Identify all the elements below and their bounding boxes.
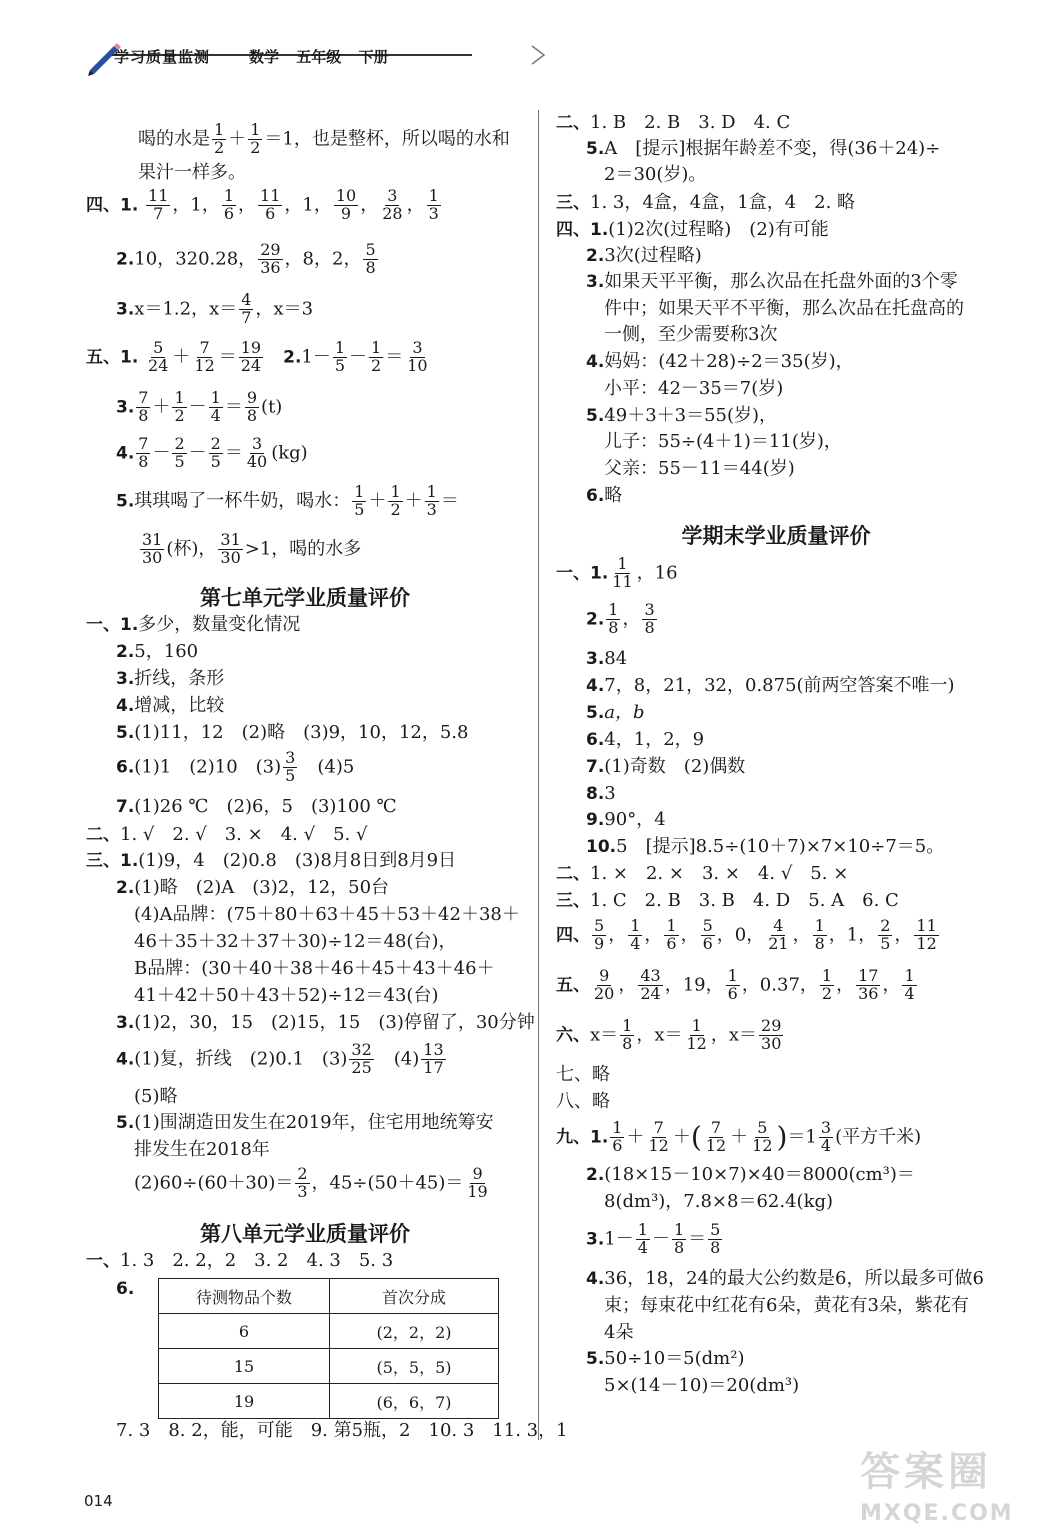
u8-q6-label: 6. [116,1279,135,1299]
r-s4-q5-line3: 父亲：55－11＝44(岁) [604,458,795,479]
unit7-title: 第七单元学业质量评价 [200,586,410,610]
u7-s1-q6: 6.(1)1 (2)10 (3) $\frac{3}{5}$ (4)5 [116,748,355,785]
f-s1-q5: 5.a，b [586,702,645,723]
f-s9-q5: 5.50÷10＝5(dm²) [586,1348,745,1369]
column-divider [538,110,539,1440]
u7-s1-q1: 一、1.多少，数量变化情况 [86,614,301,635]
u7-s3-q2-line4: B品牌：(30＋40＋38＋46＋45＋43＋46＋ [134,958,495,979]
table-cell: 6 [159,1314,330,1349]
table-row [159,1349,499,1384]
r-s4-q3-line2: 件中；如果天平不平衡，那么次品在托盘高的 [604,298,964,319]
r-s4-q1: 四、1.(1)2次(过程略) (2)有可能 [556,219,829,240]
r-s4-q6: 6.略 [586,485,623,506]
u7-s3-q2-line2: (4)A品牌：(75＋80＋63＋45＋53＋42＋38＋ [134,904,520,925]
r-s4-q4: 4.妈妈：(42＋28)÷2＝35(岁)， [586,351,854,372]
r-s2: 二、1. B 2. B 3. D 4. C [556,112,791,133]
table-cell: (6，6，7) [330,1384,499,1419]
f-s7: 七、略 [556,1064,610,1085]
f-s4: 四、 $\frac{5}{9}$ ， $\frac{1}{4}$ ， $\frac{1}{6}$ ， $\frac{5}{6}$ ，0， $\frac{4}{21}$ ， $\frac{1}{8}$ ，1， $\frac{2}{5}$ ， $\frac{11}{12}$ [556,916,937,953]
final-exam-title: 学期末学业质量评价 [681,524,871,548]
u7-s1-q3: 3.折线，条形 [116,668,225,689]
u7-s3-q2-line5: 41＋42＋50＋43＋52)÷12＝43(台) [134,985,439,1006]
u7-s2: 二、1. √ 2. √ 3. × 4. √ 5. √ [86,824,368,845]
table-header-cell: 待测物品个数 [159,1279,330,1314]
page-header [84,40,484,76]
u7-s3-q2: 2.(1)略 (2)A (3)2，12，50台 [116,877,390,898]
s5-q5: 5.琪琪喝了一杯牛奶，喝水： $\frac{1}{5}$ ＋ $\frac{1}{2}$ ＋ $\frac{1}{3}$ ＝ [116,482,459,519]
intro-line-2: 果汁一样多。 [138,162,246,183]
u7-s3-q5-line2: 排发生在2018年 [134,1139,270,1160]
table-cell: (2，2，2) [330,1314,499,1349]
u7-s3-q4-line2: (5)略 [134,1086,178,1107]
f-s1-q2: 2. $\frac{1}{8}$ ， $\frac{3}{8}$ [586,600,655,637]
u8-last-line: 7. 3 8. 2，能，可能 9. 第5瓶，2 10. 3 11. 3，1 [116,1420,568,1441]
f-s8: 八、略 [556,1091,610,1112]
table-row [159,1384,499,1419]
watermark-logo: 答案圈 MXQE.COM [860,1449,1014,1526]
u7-s1-q2: 2.5，160 [116,641,199,662]
u7-s3-q1: 三、1.(1)9，4 (2)0.8 (3)8月8日到8月9日 [86,850,457,871]
table-cell: 15 [159,1349,330,1384]
u7-s1-q5: 5.(1)11，12 (2)略 (3)9，10，12，5.8 [116,722,469,743]
f-s1-q10: 10.5 [提示]8.5÷(10＋7)×7×10÷7＝5。 [586,836,945,857]
r-s4-q5-line2: 儿子：55÷(4＋1)＝11(岁)， [604,431,842,452]
table-cell: 19 [159,1384,330,1419]
page-number: 014 [84,1492,113,1510]
f-s9-q3: 3.1－ $\frac{1}{4}$ － $\frac{1}{8}$ ＝ $\frac{5}{8}$ [586,1220,721,1257]
f-s1-q6: 6.4，1，2，9 [586,729,705,750]
table-row [159,1314,499,1349]
u7-s3-q5-line3: (2)60÷(60＋30)＝ $\frac{2}{3}$ ，45÷(50＋45)＝ $\frac{9}{19}$ [134,1164,488,1201]
s4-q3: 3.x＝1.2，x＝ $\frac{4}{7}$ ，x＝3 [116,290,314,327]
u7-s3-q3: 3.(1)2，30，15 (2)15，15 (3)停留了，30分钟 [116,1012,535,1033]
r-s4-q3: 3.如果天平平衡，那么次品在托盘外面的3个零 [586,271,958,292]
r-s4-q2: 2.3次(过程略) [586,245,702,266]
s4-q1: 四、1. $\frac{11}{7}$ ，1， $\frac{1}{6}$ ， $\frac{11}{6}$ ，1， $\frac{10}{9}$ ， $\frac{3}{28}$ ， $\frac{1}{3}$ [86,186,439,223]
table-header-cell: 首次分成 [330,1279,499,1314]
f-s2: 二、1. × 2. × 3. × 4. √ 5. × [556,863,849,884]
f-s9-q2-line2: 8(dm³)，7.8×8＝62.4(kg) [604,1191,834,1212]
u7-s1-q4: 4.增减，比较 [116,695,225,716]
s4-q2: 2.10，320.28， $\frac{29}{36}$ ，8，2， $\frac{5}{8}$ [116,240,376,277]
r-s4-q3-line3: 一侧，至少需要称3次 [604,324,778,345]
f-s1-q9: 9.90°，4 [586,809,666,830]
f-s1-q3: 3.84 [586,648,628,669]
brand-title: 学习质量监测 [114,48,211,66]
f-s1-q7: 7.(1)奇数 (2)偶数 [586,756,746,777]
f-s1-q4: 4.7，8，21，32，0.875(前两空答案不唯一) [586,675,955,696]
f-s9-q1: 九、1. $\frac{1}{6}$ ＋ $\frac{7}{12}$ ＋( $\frac{7}{12}$ ＋ $\frac{5}{12}$ )＝1 $\frac{3}{4}$ (平方千米) [556,1118,922,1155]
u7-s3-q5: 5.(1)围湖造田发生在2019年，住宅用地统筹安 [116,1112,494,1133]
f-s9-q2: 2.(18×15－10×7)×40＝8000(cm³)＝ [586,1164,915,1185]
table-header-row [159,1279,499,1314]
s5-q5-cont: $\frac{31}{30}$ (杯)， $\frac{31}{30}$ >1，喝的水多 [142,530,362,567]
header-meta: 数学 五年级 下册 [249,48,389,66]
u7-s3-q2-line3: 46＋35＋32＋37＋30)÷12＝48(台)， [134,931,457,952]
grouping-table [158,1278,499,1419]
u8-s1: 一、1. 3 2. 2，2 3. 2 4. 3 5. 3 [86,1250,394,1271]
r-s4-q4-line2: 小平：42－35＝7(岁) [604,378,784,399]
f-s9-q4-line2: 束；每束花中红花有6朵，黄花有3朵，紫花有 [604,1295,969,1316]
unit8-title: 第八单元学业质量评价 [200,1222,410,1246]
f-s6: 六、x＝ $\frac{1}{8}$ ，x＝ $\frac{1}{12}$ ，x＝ $\frac{29}{30}$ [556,1016,782,1053]
s5-q3: 3. $\frac{7}{8}$ ＋ $\frac{1}{2}$ － $\frac{1}{4}$ ＝ $\frac{9}{8}$ (t) [116,388,283,425]
chevron-right-icon [524,42,550,68]
f-s1-q1: 一、1. $\frac{1}{11}$ ，16 [556,554,678,591]
r-s4-q5: 5.49＋3＋3＝55(岁)， [586,405,778,426]
f-s9-q4-line3: 4朵 [604,1322,634,1343]
intro-line-1: 喝的水是 $\frac{1}{2}$ ＋ $\frac{1}{2}$ ＝1，也是整杯，所以喝的水和 [138,120,510,157]
s5-q4: 4. $\frac{7}{8}$ － $\frac{2}{5}$ － $\frac{2}{5}$ ＝ $\frac{3}{40}$ (kg) [116,434,308,471]
r-s2-q5: 5.A [提示]根据年龄差不变，得(36＋24)÷ [586,138,941,159]
table-cell: (5，5，5) [330,1349,499,1384]
f-s9-q4: 4.36，18，24的最大公约数是6，所以最多可做6 [586,1268,984,1289]
s5-q1-q2: 五、1. $\frac{5}{24}$ ＋ $\frac{7}{12}$ ＝ $\frac{19}{24}$ 2.1－ $\frac{1}{5}$ － $\frac{1}{2}$ ＝ $\frac{3}{10}$ [86,338,428,375]
f-s3: 三、1. C 2. B 3. B 4. D 5. A 6. C [556,890,899,911]
r-s2-q5-line2: 2＝30(岁)。 [604,164,707,185]
f-s1-q8: 8.3 [586,783,616,804]
f-s9-q5-line2: 5×(14－10)＝20(dm³) [604,1375,800,1396]
r-s3: 三、1. 3，4盒，4盒，1盒，4 2. 略 [556,192,856,213]
u7-s3-q4: 4.(1)复，折线 (2)0.1 (3) $\frac{32}{25}$ (4) $\frac{13}{17}$ [116,1040,444,1077]
f-s5: 五、 $\frac{9}{20}$ ， $\frac{43}{24}$ ，19， $\frac{1}{6}$ ，0.37， $\frac{1}{2}$ ， $\frac{17}{36}$ ， $\frac{1}{4}$ [556,966,915,1003]
u7-s1-q7: 7.(1)26 ℃ (2)6，5 (3)100 ℃ [116,796,397,817]
